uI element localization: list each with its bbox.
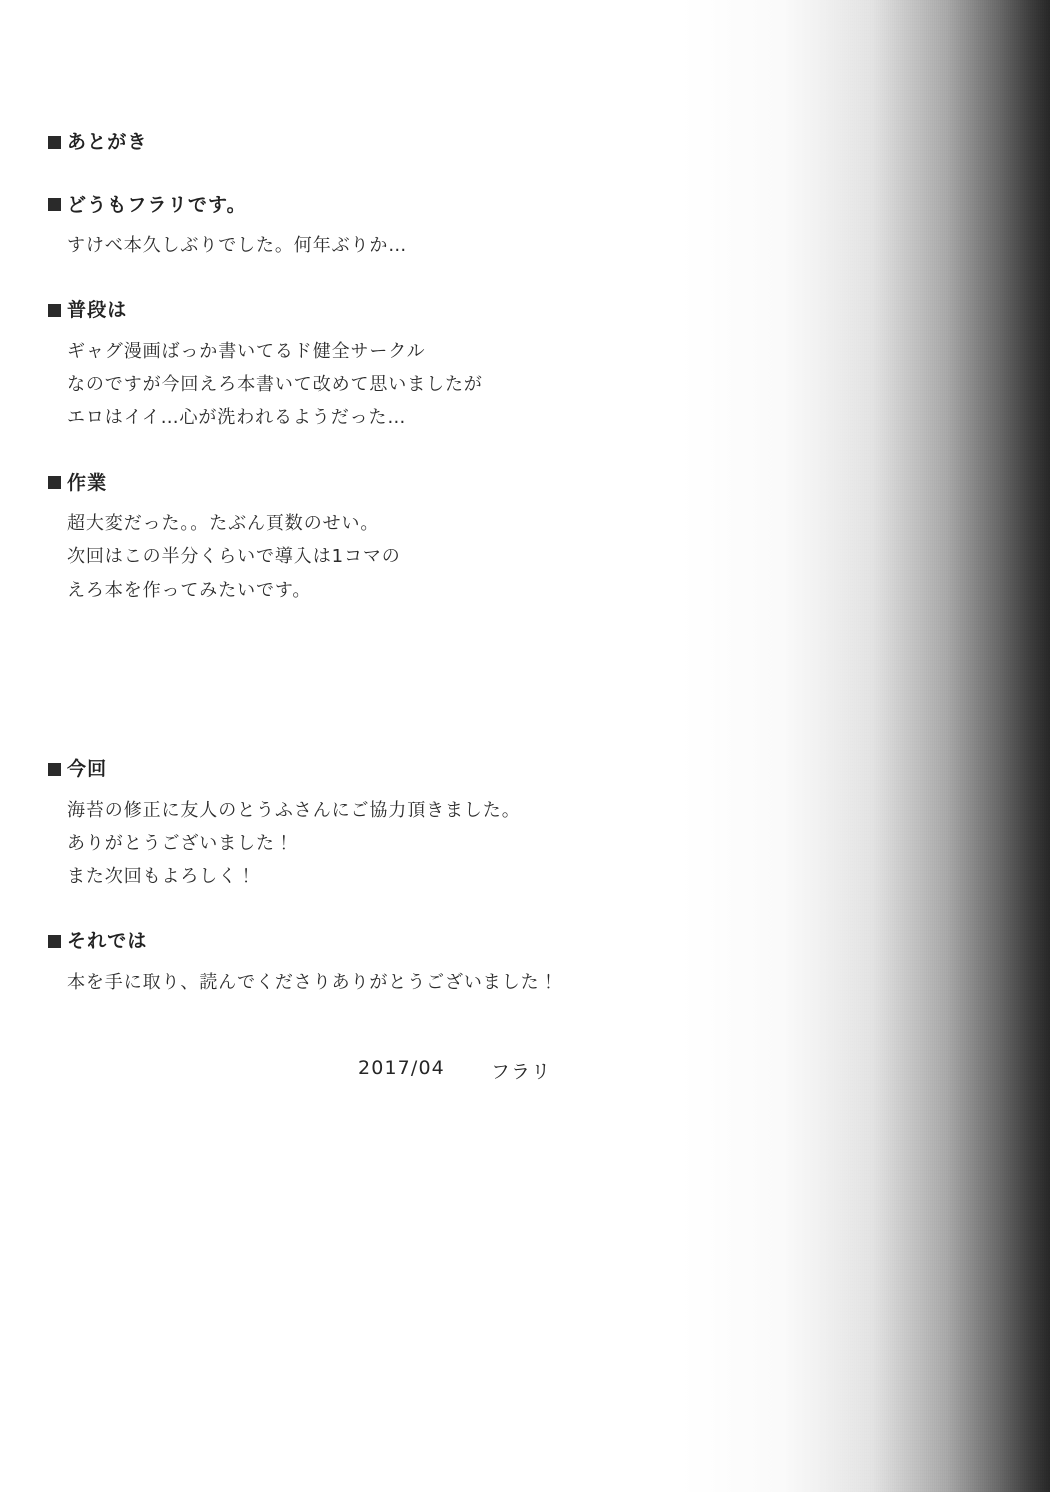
signature bbox=[48, 1057, 668, 1084]
square-bullet-icon bbox=[48, 763, 61, 776]
signature-date: 2017/04 bbox=[358, 1057, 445, 1080]
square-bullet-icon bbox=[48, 476, 61, 489]
body-line: また次回もよろしく！ bbox=[67, 866, 256, 888]
body-line: 超大変だった。。たぶん頁数のせい。 bbox=[67, 513, 380, 535]
section-heading-label: 今回 bbox=[67, 758, 108, 781]
section-heading-label: それでは bbox=[67, 930, 148, 953]
section-heading-label: あとがき bbox=[67, 131, 148, 153]
square-bullet-icon bbox=[48, 136, 61, 149]
section-body bbox=[48, 507, 668, 607]
section-body bbox=[48, 335, 668, 435]
square-bullet-icon bbox=[48, 935, 61, 948]
signature-author: フラリ bbox=[490, 1061, 552, 1084]
body-line: ギャグ漫画ばっか書いてるド健全サークル bbox=[67, 340, 426, 362]
section-gap bbox=[48, 607, 668, 755]
body-line: エロはイイ…心が洗われるようだった… bbox=[67, 407, 407, 429]
section-body bbox=[48, 966, 668, 999]
section-usually bbox=[48, 296, 668, 434]
body-line: 本を手に取り、読んでくださりありがとうございました！ bbox=[67, 971, 559, 993]
section-heading bbox=[48, 128, 668, 157]
square-bullet-icon bbox=[48, 198, 61, 211]
section-heading-label: 作業 bbox=[67, 471, 108, 494]
section-heading bbox=[48, 296, 668, 325]
section-closing bbox=[48, 927, 668, 999]
square-bullet-icon bbox=[48, 304, 61, 317]
scan-gutter-shadow bbox=[680, 0, 1050, 1492]
section-afterword-title bbox=[48, 128, 668, 157]
body-line: 次回はこの半分くらいで導入は1コマの bbox=[67, 546, 401, 568]
body-line: ありがとうございました！ bbox=[67, 832, 294, 854]
section-work bbox=[48, 469, 668, 607]
body-line: 海苔の修正に友人のとうふさんにご協力頂きました。 bbox=[67, 799, 521, 821]
section-heading-label: 普段は bbox=[67, 299, 128, 322]
section-this-time bbox=[48, 755, 668, 893]
section-heading bbox=[48, 927, 668, 956]
section-heading-label: どうもフラリです。 bbox=[67, 193, 247, 216]
body-line: えろ本を作ってみたいです。 bbox=[67, 579, 312, 601]
section-body bbox=[48, 794, 668, 894]
section-heading bbox=[48, 191, 668, 220]
body-line: すけべ本久しぶりでした。何年ぶりか… bbox=[67, 235, 408, 256]
section-body bbox=[48, 229, 668, 262]
section-heading bbox=[48, 755, 668, 784]
scan-gutter-texture bbox=[680, 0, 1050, 1492]
section-greeting bbox=[48, 191, 668, 263]
section-heading bbox=[48, 469, 668, 498]
afterword-content bbox=[48, 128, 668, 1084]
body-line: なのですが今回えろ本書いて改めて思いましたが bbox=[67, 374, 483, 396]
